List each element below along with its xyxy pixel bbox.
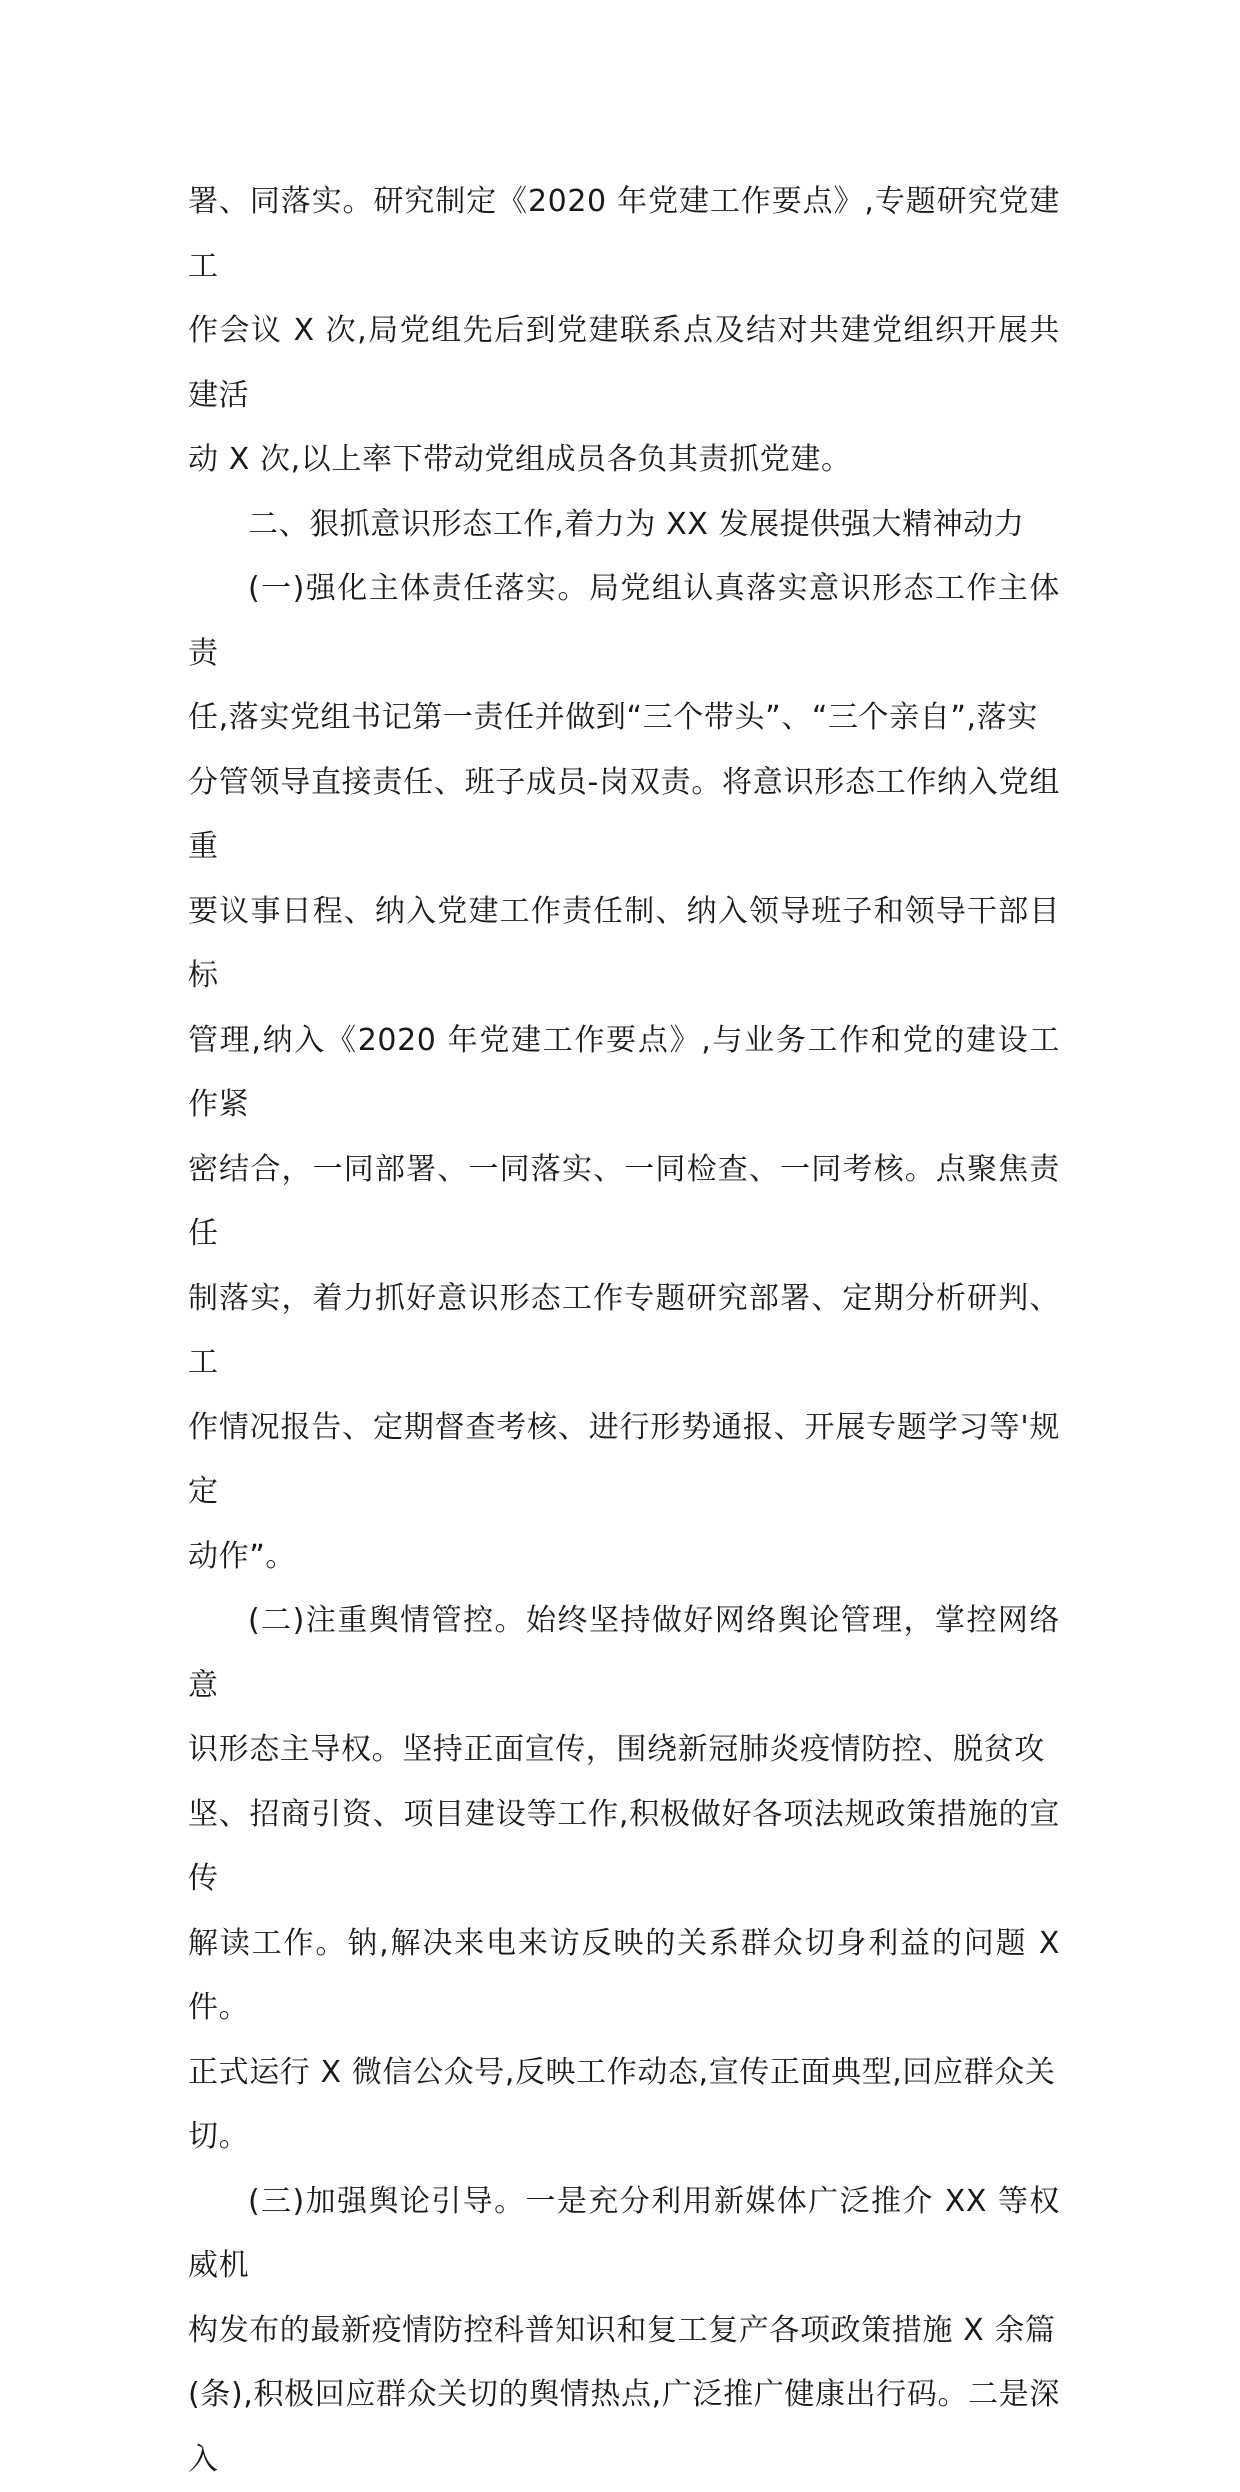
text-line: 要议事日程、纳入党建工作责任制、纳入领导班子和领导干部目标 [188, 894, 1060, 994]
text-line: 动 X 次,以上率下带动党组成员各负其责抓党建。 [188, 442, 852, 477]
paragraph-opinion-guidance [188, 2170, 1060, 2492]
text-line: 动作”。 [188, 1539, 296, 1574]
text-line: 作情况报告、定期督查考核、进行形势通报、开展专题学习等'规定 [188, 1410, 1060, 1510]
text-line: 作会议 X 次,局党组先后到党建联系点及结对共建党组织开展共建活 [188, 313, 1060, 413]
text-line: 正式运行 X 微信公众号,反映工作动态,宣传正面典型,回应群众关 [188, 2055, 1055, 2090]
text-line: 制落实，着力抓好意识形态工作专题研究部署、定期分析研判、工 [188, 1281, 1060, 1381]
text-line: 解读工作。钠,解决来电来访反映的关系群众切身利益的问题 X 件。 [188, 1926, 1070, 2026]
text-line: 分管领导直接责任、班子成员-岗双责。将意识形态工作纳入党组重 [188, 765, 1060, 865]
section-heading-ideology-work [188, 493, 1060, 558]
paragraph-main-responsibility [188, 557, 1060, 1589]
text-line: 坚、招商引资、项目建设等工作,积极做好各项法规政策措施的宣传 [188, 1797, 1060, 1897]
text-line: 密结合，一同部署、一同落实、一同检查、一同考核。点聚焦责任 [188, 1152, 1060, 1252]
text-line: (条),积极回应群众关切的舆情热点,广泛推广健康出行码。二是深入 [188, 2377, 1060, 2477]
heading-text: 二、狠抓意识形态工作,着力为 XX 发展提供强大精神动力 [248, 507, 1025, 542]
text-line: 署、同落实。研究制定《2020 年党建工作要点》,专题研究党建工 [188, 184, 1060, 284]
document-body [188, 170, 1060, 2492]
text-line: 切。 [188, 2119, 249, 2154]
text-line: 任,落实党组书记第一责任并做到“三个带头”、“三个亲自”,落实 [188, 700, 1038, 735]
text-line: (三)加强舆论引导。一是充分利用新媒体广泛推介 XX 等权威机 [188, 2184, 1060, 2284]
text-line: (一)强化主体责任落实。局党组认真落实意识形态工作主体责 [188, 571, 1060, 671]
text-line: (二)注重舆情管控。始终坚持做好网络舆论管理，掌控网络意 [188, 1603, 1060, 1703]
paragraph-public-opinion-control [188, 1589, 1060, 2170]
text-line: 识形态主导权。坚持正面宣传，围绕新冠肺炎疫情防控、脱贫攻 [188, 1732, 1045, 1767]
text-line: 构发布的最新疫情防控科普知识和复工复产各项政策措施 X 余篇 [188, 2313, 1056, 2348]
text-line: 管理,纳入《2020 年党建工作要点》,与业务工作和党的建设工作紧 [188, 1023, 1060, 1123]
paragraph-party-building-summary [188, 170, 1060, 493]
